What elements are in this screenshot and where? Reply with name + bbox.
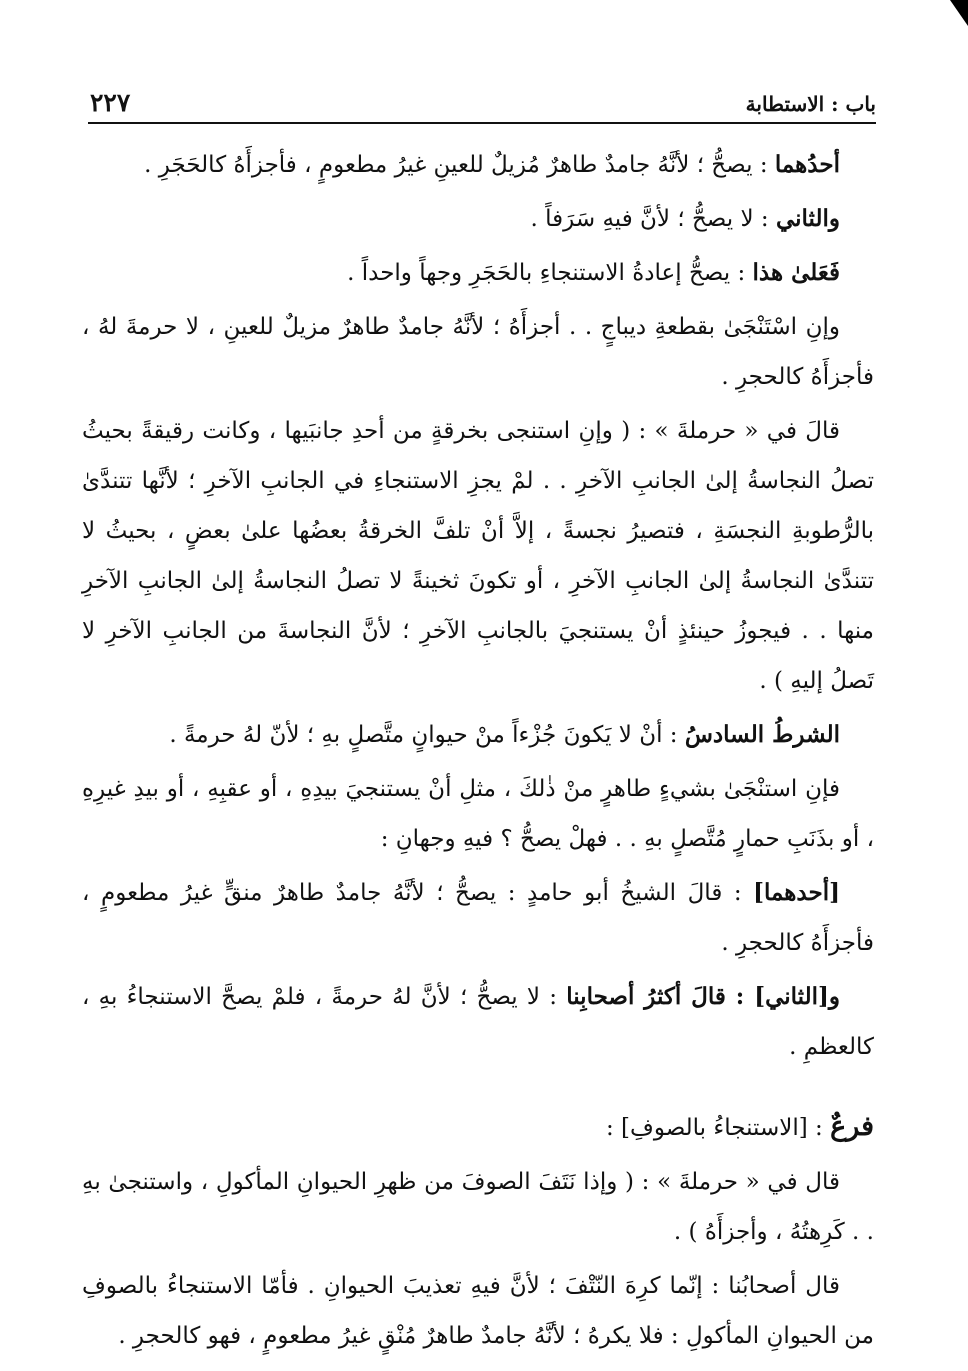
paragraph-text: : لا يصحُّ ؛ لأنَّ فيهِ سَرَفاً .: [530, 206, 776, 232]
paragraph-sixth-condition: [82, 710, 874, 760]
paragraph-text: : لا يصحُّ ؛ لأنَّ لهُ حرمةً ، فلمْ يصحَّ الاستنجاءُ بهِ ، كالعظمِ .: [82, 984, 874, 1060]
paragraph-lead: [أحدهما]: [753, 879, 840, 906]
paragraph-text: فإنِ استنْجَىٰ بشيءٍ طاهرٍ منْ ذٰلكَ ، مثلِ أنْ يستنجيَ بيدِهِ ، أو عقبِهِ ، أو بيدِ غيرِهِ ، أو بذَنَبِ حمارٍ مُتَّصلٍ بهِ . . فهلْ يصحُّ ؟ فيهِ وجهانِ :: [82, 776, 874, 852]
paragraph-second-view: [82, 194, 874, 244]
page-body: [82, 140, 874, 1365]
paragraph-wool-harmala: [82, 1157, 874, 1257]
paragraph-harmala-cloth: [82, 406, 874, 706]
section-heading-wool: [82, 1102, 874, 1153]
chapter-title: باب : الاستطابة: [745, 92, 876, 116]
running-header: [88, 88, 876, 124]
paragraph-attached-part: [82, 764, 874, 864]
paragraph-lead: و[الثاني] : قالَ أكثرُ أصحابِنا: [566, 983, 840, 1010]
paragraph-text: وإنِ اسْتَنْجَىٰ بقطعةِ ديباجٍ . . أجزأَهُ ؛ لأنَّهُ جامدٌ طاهرٌ مزيلٌ للعينِ ، لا حرمةَ لهُ ، فأجزأَهُ كالحجرِ .: [82, 314, 874, 390]
branch-label: فرعٌ: [830, 1111, 874, 1142]
paragraph-text: : يصحُّ إعادةُ الاستنجاءِ بالحَجَرِ وجهاً واحداً .: [347, 260, 753, 286]
paragraph-abu-hamid: [82, 868, 874, 968]
page-number: ٢٢٧: [90, 88, 131, 117]
paragraph-consequence: [82, 248, 874, 298]
paragraph-wool-companions: [82, 1261, 874, 1361]
paragraph-first-view: [82, 140, 874, 190]
paragraph-text: قالَ في « حرملةَ » : ( وإنِ استنجى بخرقةٍ من أحدِ جانبَيها ، وكانت رقيقةً بحيثُ تصلُ النجاسةُ إلىٰ الجانبِ الآخرِ . . لمْ يجزِ الاستنجاءِ في الجانبِ الآخرِ ؛ لأنَّها تتندَّىٰ بالرُّطوبةِ النجسَةِ ، فتصيرُ نجسةً ، إلاَّ أنْ تلفَّ الخرقةُ بعضُها علىٰ بعضٍ ، بحيثُ لا تتندَّىٰ النجاسةُ إلىٰ الجانبِ الآخرِ ، أو تكونَ ثخينةً لا تصلُ النجاسةُ إلىٰ الجانبِ الآخرِ منها . . فيجوزُ حينئذٍ أنْ يستنجيَ بالجانبِ الآخرِ ؛ لأنَّ النجاسةَ من الجانبِ الآخرِ لا تَصلُ إليهِ ) .: [82, 418, 874, 694]
paragraph-lead: الشرطُ السادسُ: [684, 721, 840, 748]
paragraph-text: قال أصحابُنا : إنّما كرِهَ النّتْفَ ؛ لأنَّ فيهِ تعذيبَ الحيوانِ . فأمّا الاستنجاءُ بالصوفِ من الحيوانِ المأكولِ : فلا يكرهُ ؛ لأنَّهُ جامدٌ طاهرٌ مُنْقٍ غيرُ مطعومٍ ، فهو كالحجرِ .: [82, 1273, 874, 1349]
page-corner-mark: [950, 0, 968, 26]
paragraph-text: : أنْ لا يَكونَ جُزْءاً منْ حيوانٍ متَّصلٍ بهِ ؛ لأنّ لهُ حرمةً .: [169, 722, 685, 748]
paragraph-lead: أحدُهما: [774, 151, 840, 178]
paragraph-text: : قالَ الشيخُ أبو حامدٍ : يصحُّ ؛ لأنَّهُ جامدٌ طاهرٌ منقٍّ غيرُ مطعومٍ ، فأجزأَهُ كالحجرِ .: [82, 880, 874, 956]
paragraph-majority: [82, 972, 874, 1072]
paragraph-silk: [82, 302, 874, 402]
paragraph-lead: فَعَلىٰ هذا: [752, 259, 840, 286]
paragraph-text: : يصحُّ ؛ لأنَّهُ جامدٌ طاهرٌ مُزيلٌ للعينِ غيرُ مطعومٍ ، فأجزأَهُ كالحَجَرِ .: [144, 152, 775, 178]
paragraph-text: : [الاستنجاءُ بالصوفِ] :: [605, 1115, 831, 1141]
paragraph-lead: والثاني: [775, 205, 840, 232]
paragraph-text: قال في « حرملةَ » : ( وإذا نَتَفَ الصوفَ من ظهرِ الحيوانِ المأكولِ ، واستنجىٰ بهِ . . كَرِهتُهُ ، وأجزأَهُ ) .: [82, 1169, 874, 1245]
